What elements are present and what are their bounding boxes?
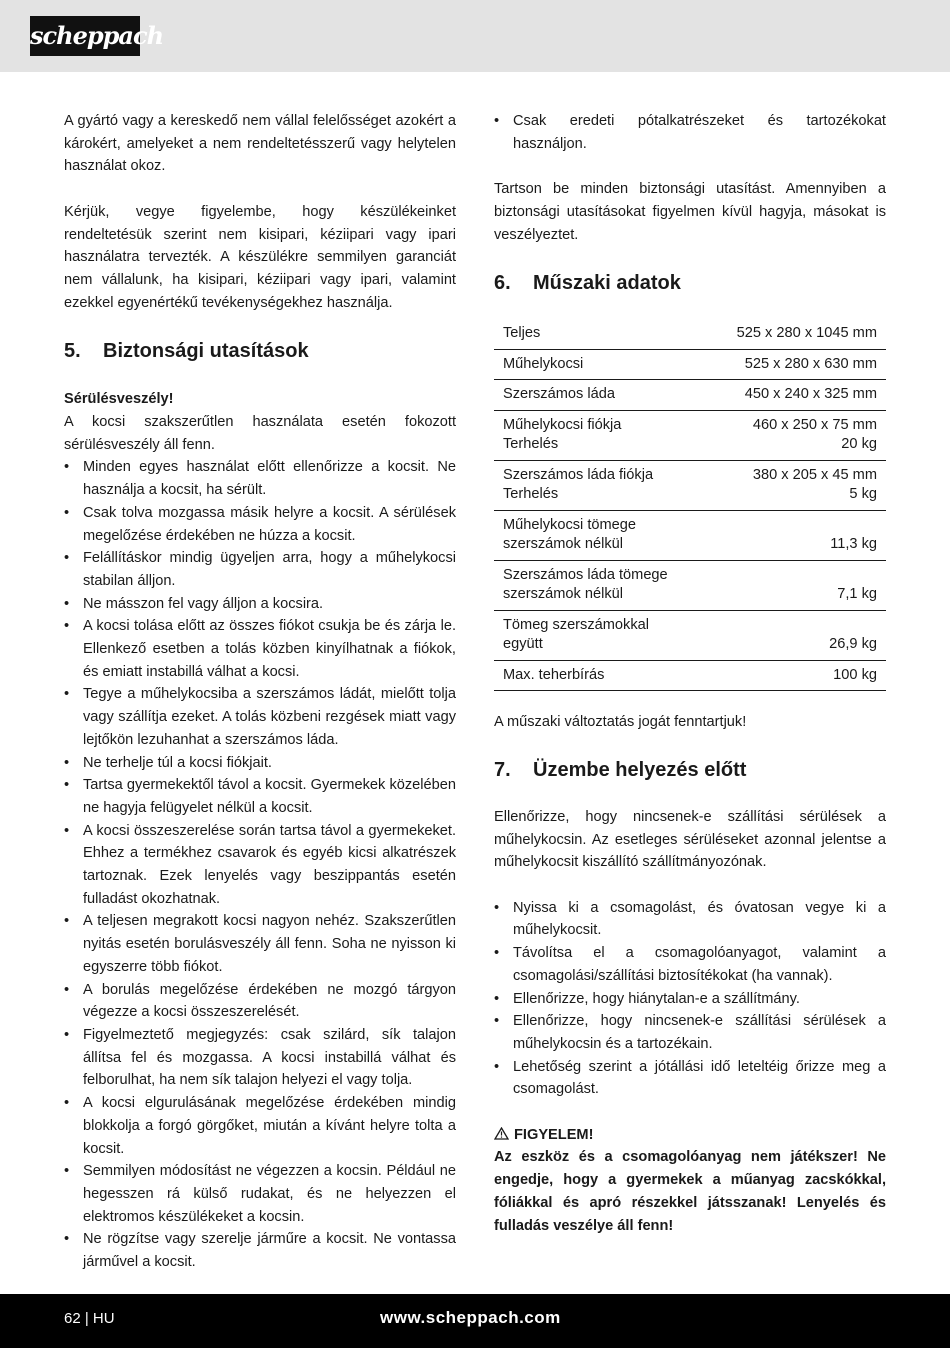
- left-column: [64, 110, 456, 1274]
- list-item: • Csak tolva mozgassa másik helyre a kocsit. A sérülések megelőzése érdekében ne húzza a kocsit.: [64, 502, 456, 547]
- spec-label: Műhelykocsi tömege szerszámok nélkül: [494, 510, 704, 560]
- list-item: • Ne terhelje túl a kocsi fiókjait.: [64, 752, 456, 775]
- safety-paragraph: Tartson be minden biztonsági utasítást. Amennyiben a biztonsági utasításokat figyelmen kívül hagyja, másokat is veszélyeztet.: [494, 181, 886, 243]
- section-number: 5.: [64, 340, 81, 363]
- section-5-heading: [64, 338, 456, 364]
- safety-list: [64, 456, 456, 1273]
- table-row: [494, 410, 886, 460]
- table-row: [494, 349, 886, 380]
- spec-label: Szerszámos láda: [494, 380, 704, 411]
- list-item: • Ellenőrizze, hogy hiánytalan-e a szállítmány.: [494, 988, 886, 1011]
- list-item: • Csak eredeti pótalkatrészeket és tartozékokat használjon.: [494, 110, 886, 155]
- list-item: • Tegye a műhelykocsiba a szerszámos ládát, mielőtt tolja vagy szállítja ezeket. A tolás közbeni rezgések miatt vagy lejtőkön lezuhanhat a szerszámos láda.: [64, 683, 456, 751]
- usage-paragraph: Kérjük, vegye figyelembe, hogy készülékeinket rendeltetésük szerint nem kisipari, kéziipari vagy ipari használatra tervezték. A készülékre semmilyen garanciát nem vállalunk, ha kisipari, kéziipari vagy ipari, valamint ezekkel egyenértékű tevékenységekhez használja.: [64, 203, 456, 311]
- brand-logo: scheppach: [30, 16, 140, 56]
- list-item: • Lehetőség szerint a jótállási idő leteltéig őrizze meg a csomagolást.: [494, 1056, 886, 1101]
- spec-table: [494, 319, 886, 691]
- parts-list: [494, 110, 886, 155]
- table-row: [494, 510, 886, 560]
- spec-value: 380 x 205 x 45 mm 5 kg: [704, 460, 886, 510]
- section-title: Üzembe helyezés előtt: [533, 758, 747, 781]
- spec-label: Tömeg szerszámokkal együtt: [494, 610, 704, 660]
- table-row: [494, 319, 886, 349]
- warning-title: [494, 1124, 886, 1147]
- section-title: Műszaki adatok: [533, 272, 681, 295]
- spec-label: Szerszámos láda fiókja Terhelés: [494, 460, 704, 510]
- section-title: Biztonsági utasítások: [103, 340, 309, 363]
- table-row: [494, 660, 886, 691]
- table-row: [494, 610, 886, 660]
- inspection-paragraph: Ellenőrizze, hogy nincsenek-e szállítási sérülések a műhelykocsin. Az esetleges sérüléseket azonnal jelentse a műhelykocsit kiszállító szállítmányozónak.: [494, 808, 886, 871]
- section-7-heading: [494, 757, 886, 783]
- list-item: • Minden egyes használat előtt ellenőrizze a kocsit. Ne használja a kocsit, ha sérült.: [64, 456, 456, 501]
- table-row: [494, 560, 886, 610]
- page-header: [0, 0, 950, 72]
- list-item: • Figyelmeztető megjegyzés: csak szilárd, sík talajon állítsa fel és mozgassa. A kocsi instabillá válhat és felborulhat, ha nem sík talajon helyezi el vagy tolja.: [64, 1024, 456, 1092]
- unpacking-list: [494, 897, 886, 1101]
- section-number: 6.: [494, 272, 511, 295]
- spec-label: Max. teherbírás: [494, 660, 704, 691]
- spec-value: 100 kg: [704, 660, 886, 691]
- spec-label: Teljes: [494, 319, 704, 349]
- tech-note: A műszaki változtatás jogát fenntartjuk!: [494, 714, 747, 731]
- spec-value: 11,3 kg: [704, 510, 886, 560]
- warning-text: Az eszköz és a csomagolóanyag nem játékszer! Ne engedje, hogy a gyermekek a műanyag zacskókkal, fóliákkal és apró részekkel játsszanak! Lenyelés és fulladás veszélye áll fenn!: [494, 1149, 886, 1234]
- spec-label: Szerszámos láda tömege szerszámok nélkül: [494, 560, 704, 610]
- page-footer: [0, 1294, 950, 1348]
- spec-value: 450 x 240 x 325 mm: [704, 380, 886, 411]
- list-item: • Felállításkor mindig ügyeljen arra, hogy a műhelykocsi stabilan álljon.: [64, 547, 456, 592]
- spec-value: 26,9 kg: [704, 610, 886, 660]
- spec-label: Műhelykocsi: [494, 349, 704, 380]
- table-row: [494, 380, 886, 411]
- spec-value: 525 x 280 x 1045 mm: [704, 319, 886, 349]
- list-item: • Ne rögzítse vagy szerelje járműre a kocsit. Ne vontassa járművel a kocsit.: [64, 1228, 456, 1273]
- list-item: • Tartsa gyermekektől távol a kocsit. Gyermekek közelében ne hagyja felügyelet nélkül a kocsit.: [64, 774, 456, 819]
- liability-paragraph: A gyártó vagy a kereskedő nem vállal felelősséget azokért a károkért, amelyeket a nem rendeltetésszerű vagy helytelen használat okoz.: [64, 113, 456, 175]
- spec-value: 525 x 280 x 630 mm: [704, 349, 886, 380]
- list-item: • A kocsi tolása előtt az összes fiókot csukja be és zárja le. Ellenkező esetben a tolás közben kinyílhatnak a fiókok, és emiatt instabillá válhat a kocsi.: [64, 615, 456, 683]
- spec-value: 460 x 250 x 75 mm 20 kg: [704, 410, 886, 460]
- table-row: [494, 460, 886, 510]
- list-item: • Semmilyen módosítást ne végezzen a kocsin. Például ne hegesszen rá külső rudakat, és ne helyezzen el elektromos készülékeket a kocsin.: [64, 1160, 456, 1228]
- section-number: 7.: [494, 758, 511, 781]
- right-column: [494, 110, 886, 1237]
- warning-title-text: FIGYELEM!: [514, 1126, 594, 1143]
- list-item: • A teljesen megrakott kocsi nagyon nehéz. Szakszerűtlen nyitás esetén borulásveszély áll fenn. Soha ne nyisson ki egyszerre több fiókot.: [64, 910, 456, 978]
- section-6-heading: [494, 270, 886, 296]
- list-item: • Távolítsa el a csomagolóanyagot, valamint a csomagolási/szállítási biztosítékokat (ha vannak).: [494, 942, 886, 987]
- danger-label: Sérülésveszély!: [64, 391, 174, 408]
- list-item: • A kocsi összeszerelése során tartsa távol a gyermekeket. Ehhez a termékhez csavarok és egyéb kicsi alkatrészek tartoznak. Ezek lenyelés vagy beszippantás esetén fulladást okozhatnak.: [64, 820, 456, 911]
- warning-icon: [494, 1127, 509, 1140]
- list-item: • Ne másszon fel vagy álljon a kocsira.: [64, 593, 456, 616]
- page-number: 62 | HU: [64, 1310, 115, 1327]
- danger-text: A kocsi szakszerűtlen használata esetén fokozott sérülésveszély áll fenn.: [64, 414, 456, 453]
- spec-value: 7,1 kg: [704, 560, 886, 610]
- list-item: • A kocsi elgurulásának megelőzése érdekében mindig blokkolja a forgó görgőket, miután a kívánt helyre tolta a kocsit.: [64, 1092, 456, 1160]
- list-item: • Nyissa ki a csomagolást, és óvatosan vegye ki a műhelykocsit.: [494, 897, 886, 942]
- list-item: • Ellenőrizze, hogy nincsenek-e szállítási sérülések a műhelykocsin és a tartozékain.: [494, 1010, 886, 1055]
- website-url: www.scheppach.com: [380, 1308, 561, 1327]
- list-item: • A borulás megelőzése érdekében ne mozgó tárgyon végezze a kocsi összeszerelését.: [64, 979, 456, 1024]
- spec-label: Műhelykocsi fiókja Terhelés: [494, 410, 704, 460]
